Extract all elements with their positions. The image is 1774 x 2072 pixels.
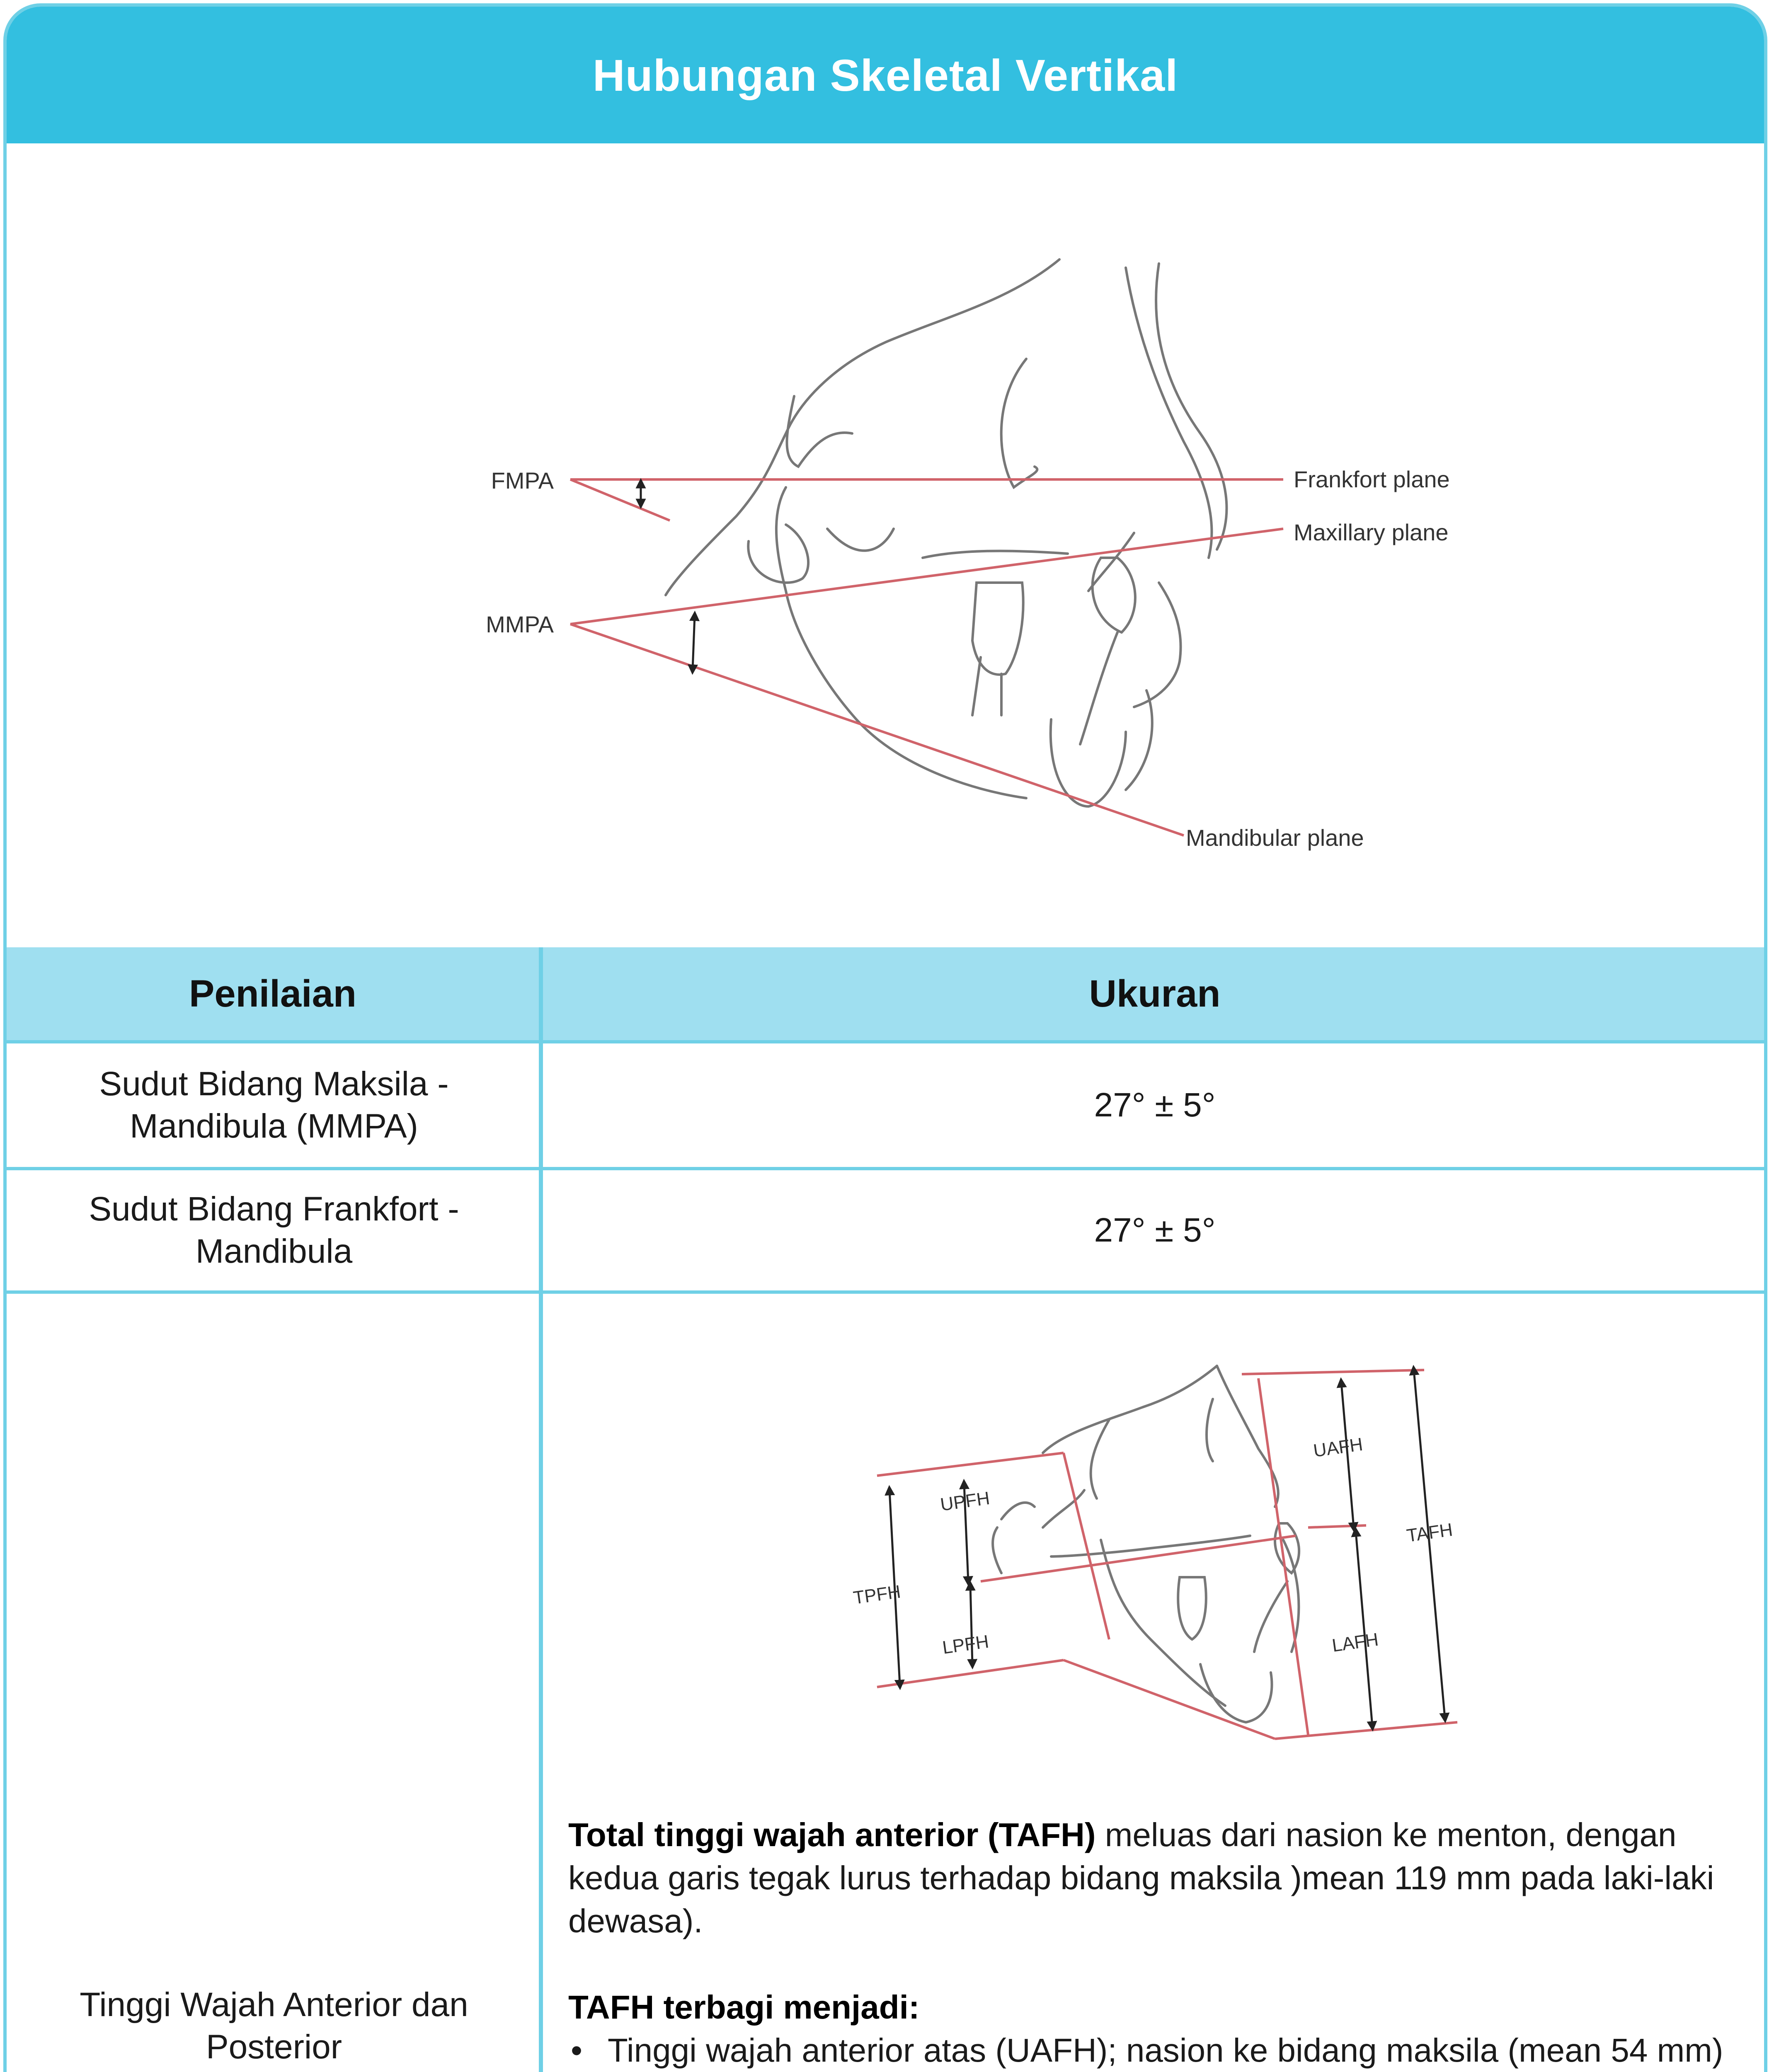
fmpa-label: FMPA (491, 467, 554, 494)
maxillary-plane-label: Maxillary plane (1294, 519, 1449, 545)
reference-planes (570, 479, 1283, 835)
list-item: • Tinggi wajah anterior atas (UAFH); nasion ke bidang maksila (mean 54 mm) (568, 2029, 1750, 2072)
card (3, 3, 1767, 2072)
mandibular-plane-label: Mandibular plane (1186, 825, 1364, 851)
tafh-list (568, 2029, 1750, 2072)
row-fmpa-value: 27° ± 5° (1094, 1211, 1216, 1249)
upfh-label: UPFH (939, 1488, 991, 1515)
row-mmpa-value: 27° ± 5° (1094, 1086, 1216, 1124)
tafh-term: Total tinggi wajah anterior (TAFH) (568, 1816, 1096, 1853)
lpfh-label: LPFH (941, 1631, 990, 1658)
face-height-diagram (794, 1324, 1540, 1801)
tpfh-label: TPFH (852, 1581, 902, 1608)
skull-outline (666, 259, 1226, 806)
tafh-label: TAFH (1405, 1519, 1454, 1546)
column-divider (539, 947, 543, 2072)
frankfort-plane-label: Frankfort plane (1294, 466, 1450, 492)
uafh-label: UAFH (1312, 1434, 1364, 1461)
row-divider (7, 1040, 1764, 1043)
row-face-height-label: Tinggi Wajah Anterior dan Posterior (80, 1985, 468, 2066)
measurement-lines (877, 1370, 1457, 1739)
column-header-measure: Ukuran (1089, 972, 1221, 1015)
maxillary-plane-line (570, 529, 1283, 624)
tafh-paragraph (568, 1813, 1750, 1943)
mmpa-label: MMPA (486, 611, 554, 637)
mmpa-angle-arrow (693, 616, 695, 670)
face-height-description (568, 1813, 1750, 2072)
row-divider (7, 1167, 1764, 1170)
lafh-label: LAFH (1330, 1629, 1380, 1656)
face-outline (993, 1366, 1299, 1722)
header (7, 7, 1764, 143)
row-mmpa-label: Sudut Bidang Maksila - Mandibula (MMPA) (99, 1065, 449, 1145)
fmpa-mandibular-segment (570, 479, 670, 520)
header-title: Hubungan Skeletal Vertikal (592, 50, 1178, 100)
tafh-definition: meluas dari nasion ke menton, dengan kedua garis tegak lurus terhadap bidang maksila )mean 119 mm pada laki-laki dewasa). (568, 1816, 1714, 1939)
cephalometric-angles-diagram (7, 143, 1764, 947)
column-header-assessment: Penilaian (189, 972, 356, 1015)
row-fmpa-label: Sudut Bidang Frankfort - Mandibula (89, 1190, 459, 1270)
row-divider (7, 1290, 1764, 1294)
mandibular-plane-line (570, 624, 1184, 835)
tafh-split-heading: TAFH terbagi menjadi: (568, 1989, 920, 2026)
table-header (7, 947, 1764, 1040)
